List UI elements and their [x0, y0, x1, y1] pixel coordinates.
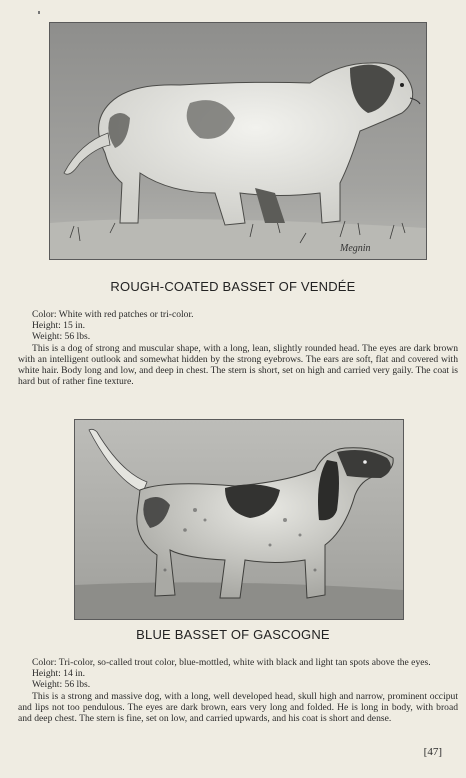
description-text: This is a dog of strong and muscular shape, with a long, lean, slightly rounded head. The eyes are dark brown with an intelligent outlook and somewhat hidden by the strong eyebrows. The ears are soft, flat and covered with white hair. Body long and low, and deep in chest. The stern is short, set on high and carried very gaily. The coat is hard but of rather fine texture. [18, 342, 458, 388]
blue-basset-drawing [75, 420, 403, 619]
plate-2-description [18, 657, 458, 724]
plate-1-description [18, 309, 458, 387]
height-line: Height: 15 in. [32, 320, 86, 332]
weight-line: Weight: 56 lbs. [32, 679, 91, 691]
plate-2-caption: BLUE BASSET OF GASCOGNE [136, 627, 330, 642]
rough-coated-basset-drawing [50, 23, 426, 259]
color-line: Color: White with red patches or tri-color. [32, 309, 194, 320]
page-number: [47] [423, 746, 442, 758]
description-text: This is a strong and massive dog, with a long, well developed head, skull high and narrow, prominent occiput and lips not too pendulous. The eyes are dark brown, ears very long and folded. He is long in body, with broad and deep chest. The stern is fine, set on low, and carried upwards, and his coat is short and dense. [18, 690, 458, 725]
blue-basset-illustration [74, 419, 404, 620]
height-line: Height: 14 in. [32, 668, 86, 680]
artist-signature: Megnin [340, 243, 371, 254]
color-line: Color: Tri-color, so-called trout color, blue-mottled, white with black and light tan spots above the eyes. [32, 657, 431, 668]
weight-line: Weight: 56 lbs. [32, 331, 91, 343]
rough-coated-basset-illustration [49, 22, 427, 260]
plate-1-caption: ROUGH-COATED BASSET OF VENDÉE [110, 279, 356, 294]
page-speck [38, 11, 40, 14]
